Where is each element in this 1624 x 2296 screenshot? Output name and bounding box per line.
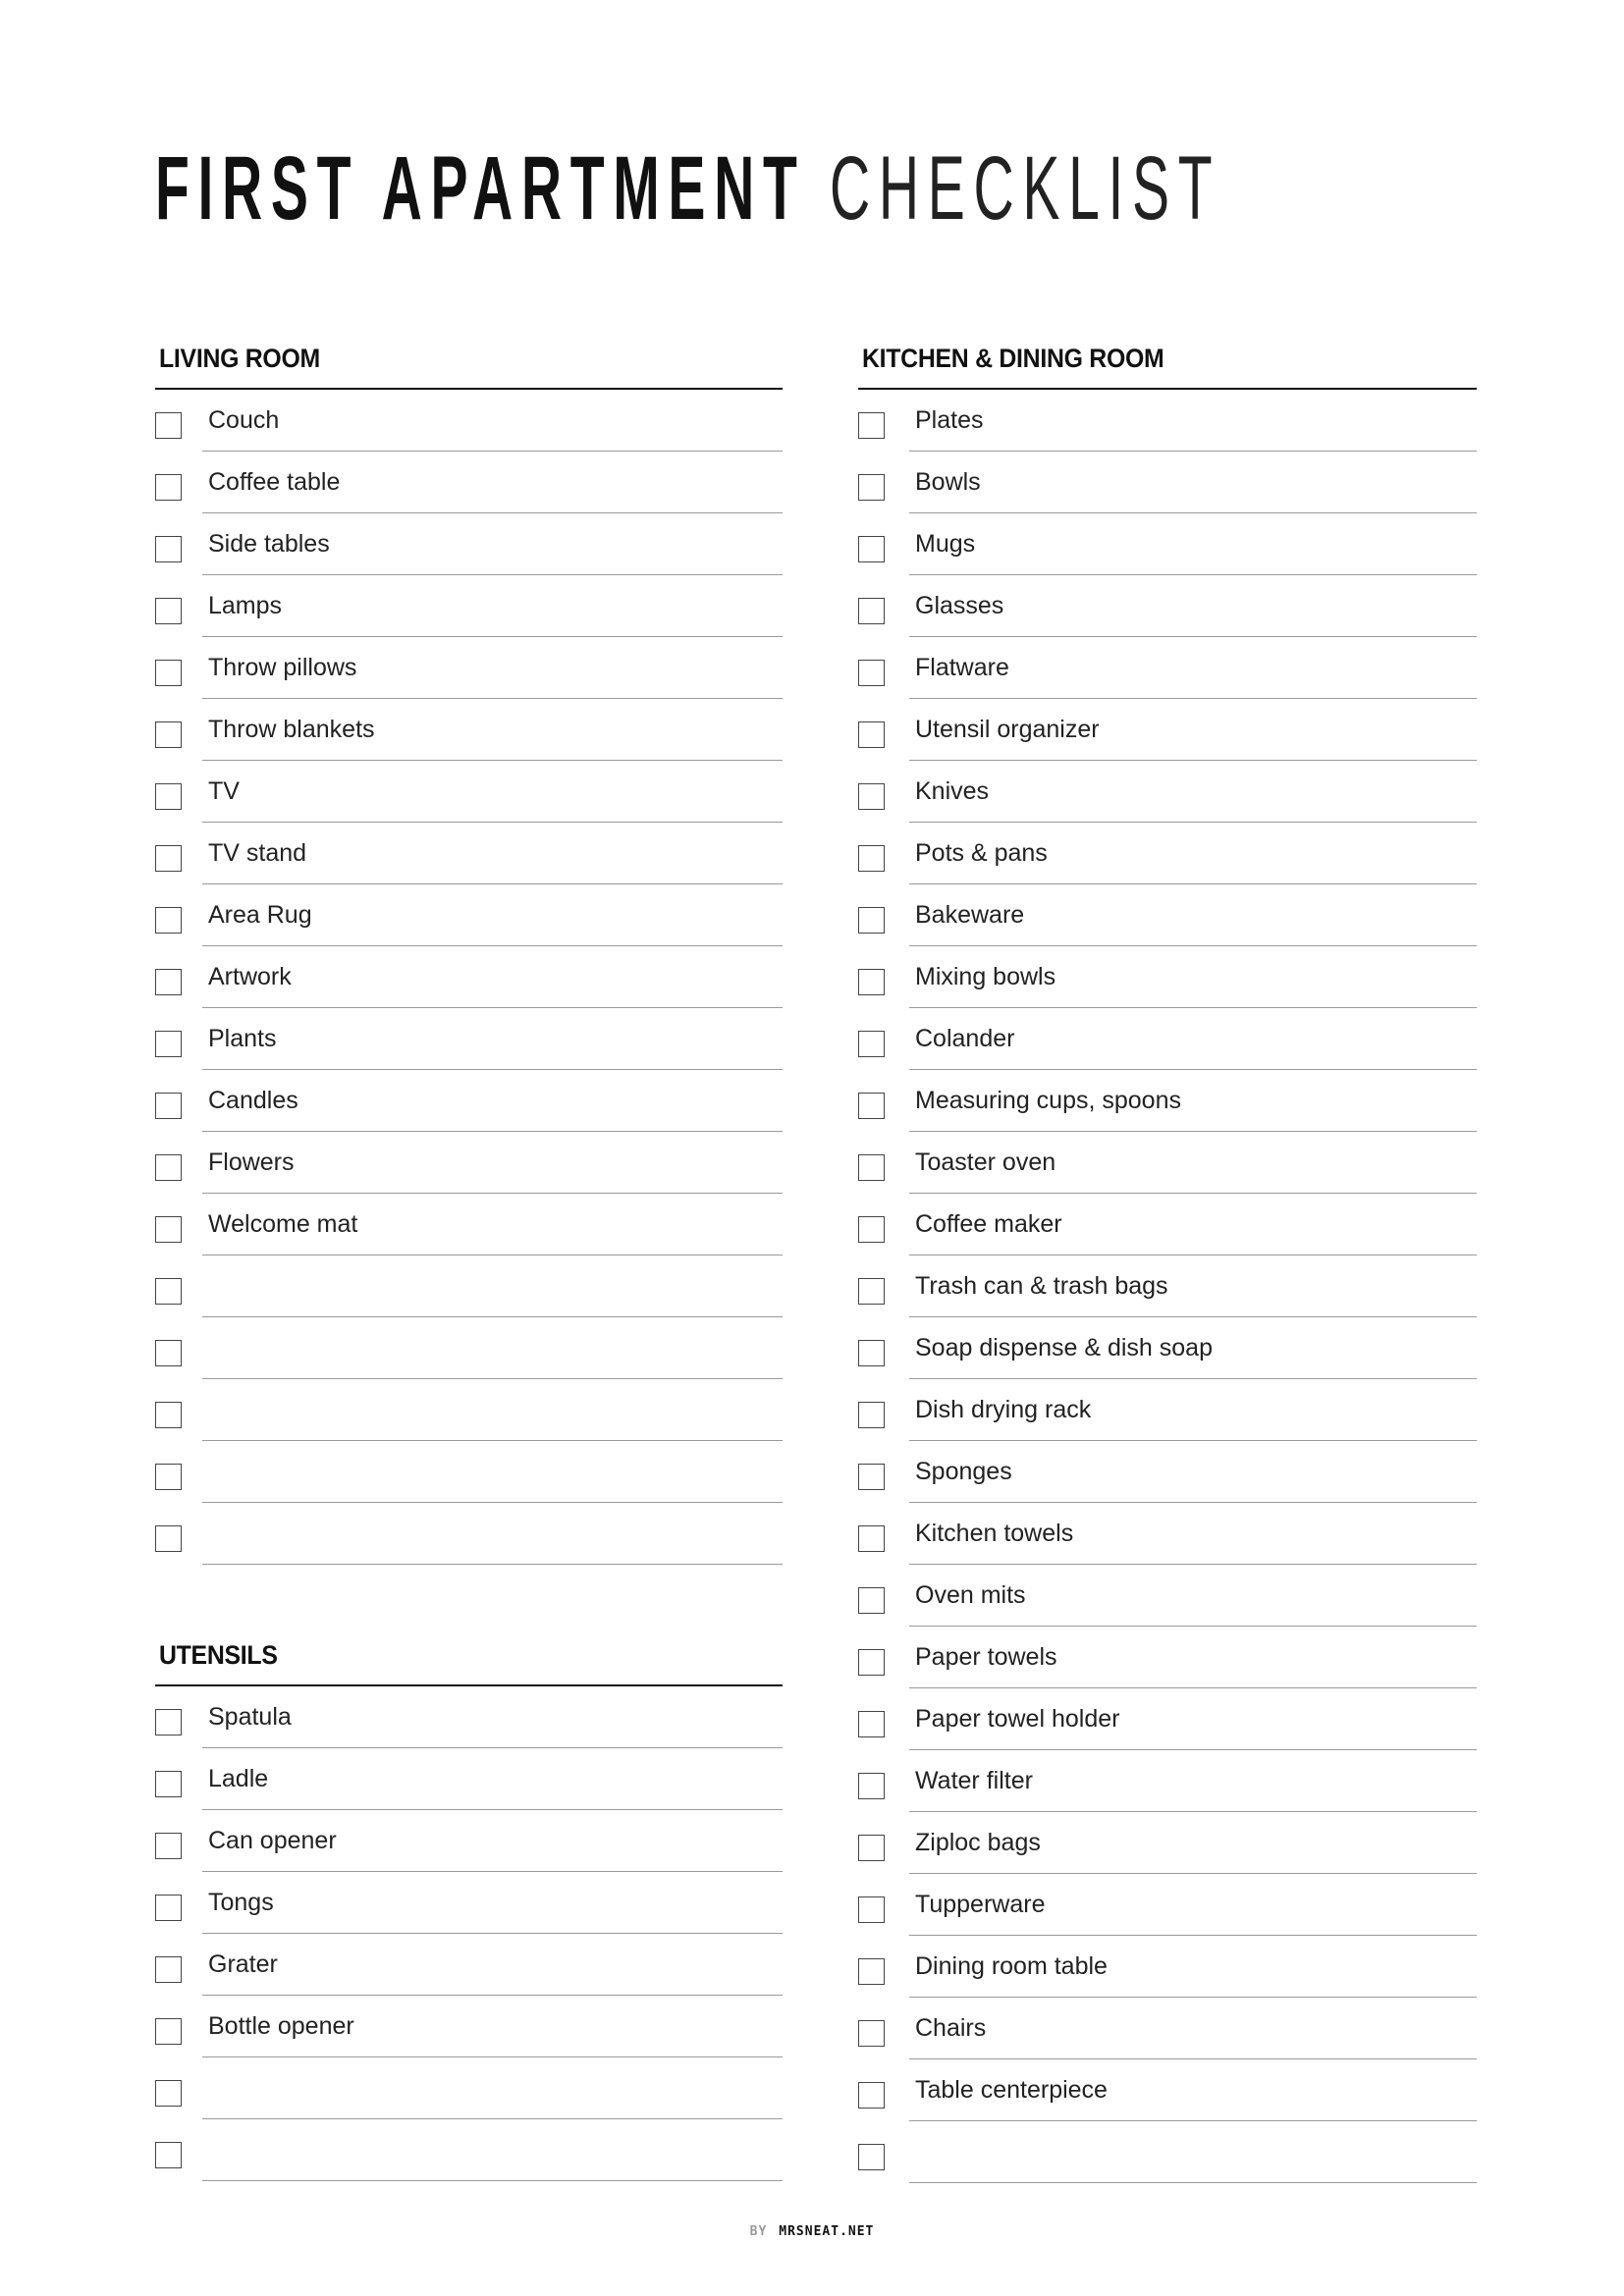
item-label: Flatware — [915, 654, 1009, 681]
checklist-item — [858, 1317, 1477, 1379]
checklist-item — [858, 637, 1477, 699]
checklist-item — [155, 1379, 783, 1441]
checklist-item — [155, 575, 783, 637]
checkbox[interactable] — [858, 2144, 885, 2170]
item-label: Throw blankets — [208, 716, 375, 743]
footer-site: MRSNEAT.NET — [779, 2224, 875, 2239]
section-heading: LIVING ROOM — [159, 344, 320, 373]
checklist-item — [155, 1996, 783, 2057]
checklist-item — [155, 2119, 783, 2181]
title-light: CHECKLIST — [830, 138, 1221, 239]
checkbox[interactable] — [858, 907, 885, 934]
item-label: Side tables — [208, 530, 330, 558]
item-label: Pots & pans — [915, 839, 1048, 867]
item-label: Plants — [208, 1025, 277, 1052]
checkbox[interactable] — [155, 1093, 182, 1119]
checkbox[interactable] — [858, 1031, 885, 1057]
item-label: Can opener — [208, 1827, 337, 1854]
checklist-item — [858, 1070, 1477, 1132]
title-bold: FIRST APARTMENT — [155, 138, 806, 239]
checklist-item — [858, 1627, 1477, 1688]
section-utensils — [155, 1640, 783, 2181]
checklist-item — [155, 1503, 783, 1565]
checkbox[interactable] — [858, 1835, 885, 1861]
item-label: Tupperware — [915, 1891, 1046, 1918]
section-heading: KITCHEN & DINING ROOM — [862, 344, 1164, 373]
item-label: Ziploc bags — [915, 1829, 1041, 1856]
checklist-item — [155, 1070, 783, 1132]
checklist-item — [858, 452, 1477, 513]
write-in-line — [202, 1564, 783, 1565]
item-label: Mixing bowls — [915, 963, 1056, 990]
checklist-item — [155, 1317, 783, 1379]
checklist-item — [155, 1132, 783, 1194]
checklist-item — [155, 1810, 783, 1872]
checkbox[interactable] — [155, 536, 182, 562]
checklist-item — [858, 1565, 1477, 1627]
item-label: Grater — [208, 1950, 278, 1978]
checkbox[interactable] — [858, 1464, 885, 1490]
checklist-item — [155, 761, 783, 823]
item-label: Flowers — [208, 1148, 295, 1176]
write-in-line — [202, 2180, 783, 2181]
checkbox[interactable] — [155, 1340, 182, 1366]
checkbox[interactable] — [155, 721, 182, 748]
checklist — [858, 390, 1477, 2183]
checkbox[interactable] — [858, 598, 885, 624]
footer-credit — [0, 2224, 1624, 2239]
checklist-item — [155, 1934, 783, 1996]
item-label: Sponges — [915, 1458, 1012, 1485]
item-label: Toaster oven — [915, 1148, 1056, 1176]
checkbox[interactable] — [858, 783, 885, 810]
checkbox[interactable] — [155, 1895, 182, 1921]
item-label: Dining room table — [915, 1952, 1108, 1980]
checkbox[interactable] — [858, 660, 885, 686]
section-kitchen-dining — [858, 344, 1477, 2183]
item-label: TV stand — [208, 839, 307, 867]
checkbox[interactable] — [858, 1340, 885, 1366]
item-label: Bottle opener — [208, 2012, 354, 2040]
checkbox[interactable] — [155, 660, 182, 686]
checkbox[interactable] — [858, 969, 885, 995]
checklist-item — [155, 1872, 783, 1934]
checkbox[interactable] — [858, 1216, 885, 1243]
checklist-item — [155, 823, 783, 884]
checkbox[interactable] — [155, 1771, 182, 1797]
checklist-item — [155, 1686, 783, 1748]
checklist-item — [155, 884, 783, 946]
checkbox[interactable] — [155, 412, 182, 439]
checkbox[interactable] — [858, 2020, 885, 2047]
checklist-item — [858, 1750, 1477, 1812]
checklist-item — [155, 699, 783, 761]
checklist-item — [858, 513, 1477, 575]
item-label: Soap dispense & dish soap — [915, 1334, 1213, 1362]
checkbox[interactable] — [858, 474, 885, 501]
checklist-item — [155, 1194, 783, 1255]
checklist-item — [858, 699, 1477, 761]
section-heading: UTENSILS — [159, 1640, 278, 1670]
checklist-item — [858, 390, 1477, 452]
checkbox[interactable] — [155, 1833, 182, 1859]
item-label: Dish drying rack — [915, 1396, 1092, 1423]
checkbox[interactable] — [155, 1956, 182, 1983]
checklist-item — [858, 1503, 1477, 1565]
checklist-item — [155, 1008, 783, 1070]
checkbox[interactable] — [155, 1402, 182, 1428]
item-label: Plates — [915, 406, 984, 434]
checklist-item — [858, 884, 1477, 946]
checkbox[interactable] — [858, 1402, 885, 1428]
item-label: Paper towels — [915, 1643, 1057, 1671]
item-label: Area Rug — [208, 901, 312, 929]
item-label: Utensil organizer — [915, 716, 1100, 743]
checklist-item — [155, 513, 783, 575]
checklist-item — [155, 637, 783, 699]
item-label: Throw pillows — [208, 654, 357, 681]
checkbox[interactable] — [858, 1525, 885, 1552]
checkbox[interactable] — [155, 969, 182, 995]
checklist-item — [155, 1748, 783, 1810]
item-label: Trash can & trash bags — [915, 1272, 1168, 1300]
checkbox[interactable] — [858, 1896, 885, 1923]
checklist-item — [858, 575, 1477, 637]
item-label: Kitchen towels — [915, 1520, 1074, 1547]
section-living-room — [155, 344, 783, 1565]
item-label: Table centerpiece — [915, 2076, 1108, 2104]
checklist-item — [858, 2059, 1477, 2121]
item-label: Ladle — [208, 1765, 269, 1792]
checkbox[interactable] — [858, 1958, 885, 1985]
checklist-item — [858, 1194, 1477, 1255]
checkbox[interactable] — [858, 1649, 885, 1676]
item-label: Lamps — [208, 592, 283, 619]
checklist-item — [155, 1441, 783, 1503]
checkbox[interactable] — [155, 474, 182, 501]
item-label: Oven mits — [915, 1581, 1026, 1609]
checklist-item — [858, 1255, 1477, 1317]
checklist-item — [858, 1441, 1477, 1503]
checkbox[interactable] — [155, 1525, 182, 1552]
checkbox[interactable] — [858, 1278, 885, 1305]
item-label: Tongs — [208, 1889, 274, 1916]
item-label: Couch — [208, 406, 280, 434]
item-label: Coffee table — [208, 468, 341, 496]
item-label: Measuring cups, spoons — [915, 1087, 1181, 1114]
item-label: Coffee maker — [915, 1210, 1062, 1238]
checklist-item — [155, 946, 783, 1008]
checklist-item — [858, 1132, 1477, 1194]
checklist — [155, 1686, 783, 2181]
checkbox[interactable] — [155, 2018, 182, 2045]
item-label: Mugs — [915, 530, 976, 558]
footer-by: BY — [749, 2224, 768, 2239]
checklist-item — [858, 1812, 1477, 1874]
checklist-item — [858, 1379, 1477, 1441]
checklist-item — [155, 452, 783, 513]
page-title — [155, 138, 1221, 239]
checkbox[interactable] — [858, 2082, 885, 2109]
item-label: Candles — [208, 1087, 298, 1114]
checkbox[interactable] — [858, 412, 885, 439]
checkbox[interactable] — [858, 721, 885, 748]
checkbox[interactable] — [858, 1773, 885, 1799]
checkbox[interactable] — [155, 1216, 182, 1243]
checklist-item — [858, 1936, 1477, 1998]
checklist-item — [858, 1998, 1477, 2059]
checklist-item — [858, 761, 1477, 823]
checkbox[interactable] — [155, 2142, 182, 2168]
checkbox[interactable] — [155, 1278, 182, 1305]
item-label: Artwork — [208, 963, 292, 990]
checklist-item — [858, 823, 1477, 884]
checklist-item — [858, 1688, 1477, 1750]
item-label: Bakeware — [915, 901, 1025, 929]
checklist-item — [858, 1008, 1477, 1070]
item-label: Colander — [915, 1025, 1015, 1052]
checklist — [155, 390, 783, 1565]
checkbox[interactable] — [155, 598, 182, 624]
item-label: Spatula — [208, 1703, 292, 1731]
checkbox[interactable] — [155, 845, 182, 872]
item-label: Paper towel holder — [915, 1705, 1120, 1733]
checkbox[interactable] — [858, 1154, 885, 1181]
checklist-item — [858, 2121, 1477, 2183]
checkbox[interactable] — [155, 1464, 182, 1490]
checkbox[interactable] — [858, 1711, 885, 1737]
checkbox[interactable] — [858, 845, 885, 872]
item-label: Chairs — [915, 2014, 987, 2042]
checklist-item — [858, 1874, 1477, 1936]
checkbox[interactable] — [155, 1709, 182, 1735]
checklist-item — [155, 1255, 783, 1317]
checkbox[interactable] — [155, 907, 182, 934]
item-label: Bowls — [915, 468, 981, 496]
item-label: Welcome mat — [208, 1210, 358, 1238]
item-label: Glasses — [915, 592, 1004, 619]
checkbox[interactable] — [155, 1154, 182, 1181]
item-label: Water filter — [915, 1767, 1033, 1794]
checkbox[interactable] — [858, 1587, 885, 1614]
write-in-line — [909, 2182, 1477, 2183]
checkbox[interactable] — [858, 1093, 885, 1119]
item-label: TV — [208, 777, 240, 805]
checklist-item — [155, 2057, 783, 2119]
checkbox[interactable] — [155, 2080, 182, 2107]
checkbox[interactable] — [155, 783, 182, 810]
item-label: Knives — [915, 777, 990, 805]
checklist-item — [155, 390, 783, 452]
checkbox[interactable] — [155, 1031, 182, 1057]
checkbox[interactable] — [858, 536, 885, 562]
checklist-item — [858, 946, 1477, 1008]
